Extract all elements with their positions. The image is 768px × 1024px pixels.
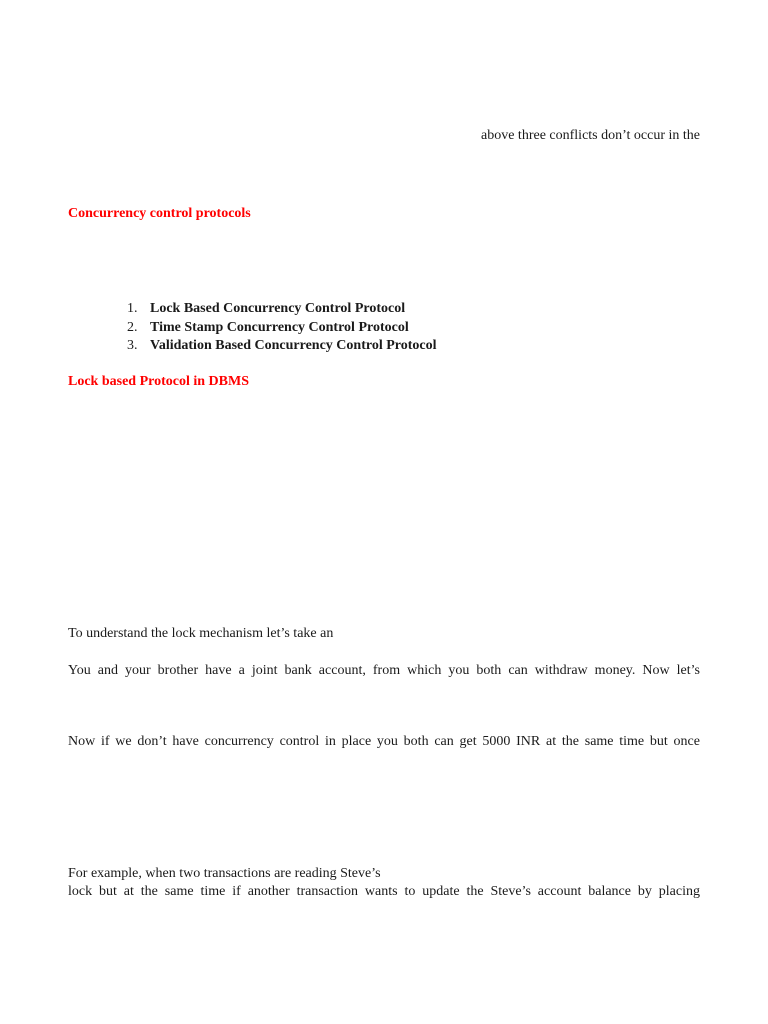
protocol-list (127, 300, 437, 356)
paragraph-example-line-1: For example, when two transactions are reading Steve’s (68, 866, 381, 881)
list-item-label: Lock Based Concurrency Control Protocol (150, 301, 406, 316)
section-heading-concurrency-control-protocols: Concurrency control protocols (68, 206, 251, 221)
paragraph-joint-bank-account: You and your brother have a joint bank account, from which you both can withdraw money. Now let’s (68, 663, 700, 678)
paragraph-concurrency-control: Now if we don’t have concurrency control in place you both can get 5000 INR at the same time but once (68, 734, 700, 749)
intro-fragment-text: above three conflicts don’t occur in the (481, 128, 700, 143)
protocol-list-item (127, 300, 437, 319)
list-item-label: Validation Based Concurrency Control Protocol (150, 338, 437, 353)
paragraph-example-line-2: lock but at the same time if another transaction wants to update the Steve’s account balance by placing (68, 884, 700, 899)
list-item-number: 1. (127, 301, 138, 316)
protocol-list-item (127, 319, 437, 338)
paragraph-lock-mechanism: To understand the lock mechanism let’s take an (68, 626, 334, 641)
list-item-number: 2. (127, 319, 138, 335)
list-item-label: Time Stamp Concurrency Control Protocol (150, 319, 409, 335)
section-heading-lock-based-protocol: Lock based Protocol in DBMS (68, 374, 249, 389)
protocol-list-item (127, 337, 437, 356)
list-item-number: 3. (127, 338, 138, 353)
